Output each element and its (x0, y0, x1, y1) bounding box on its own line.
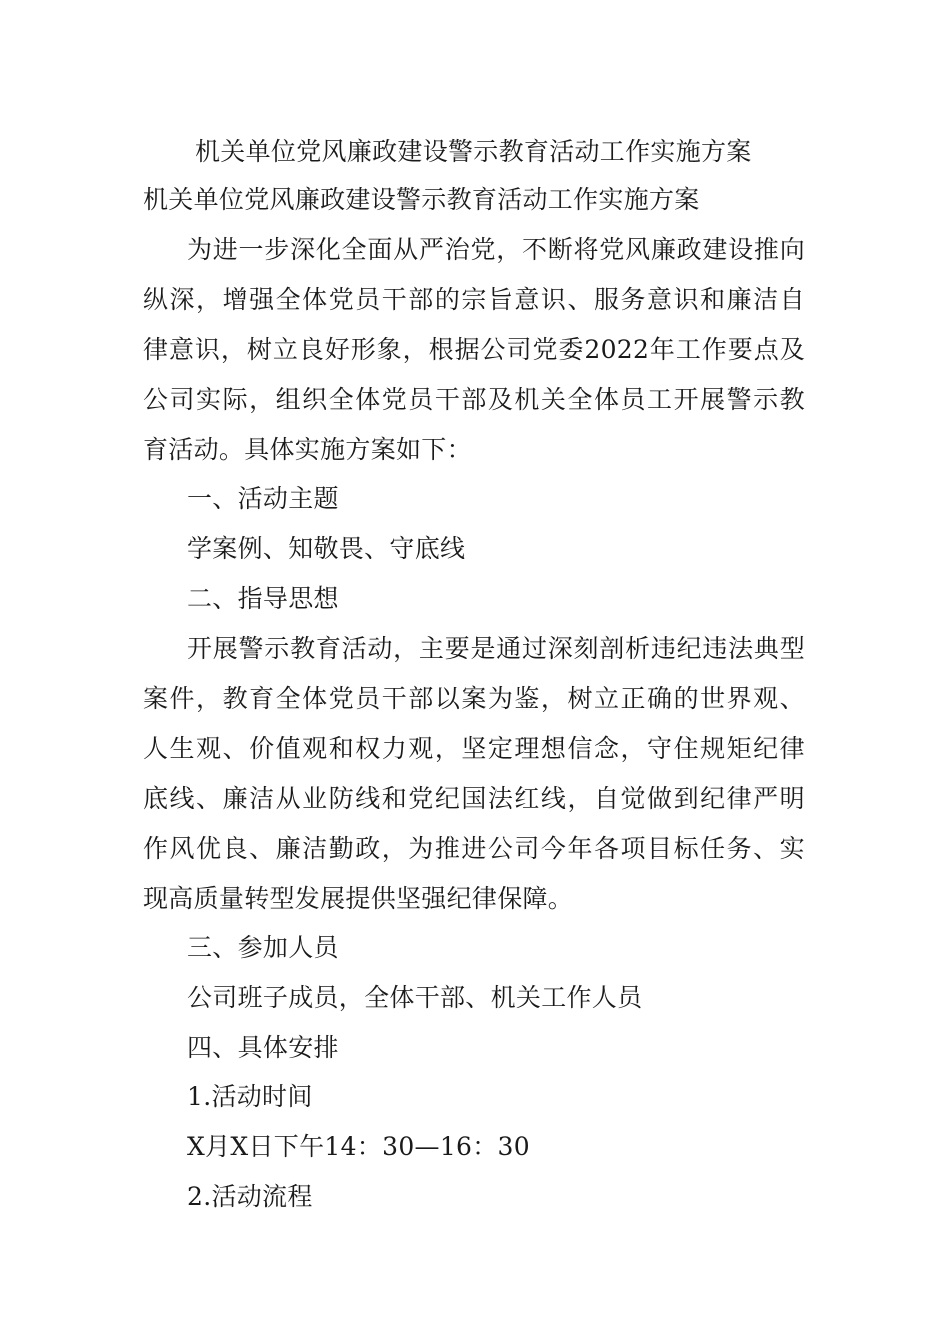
section-3-heading: 三、参加人员 (187, 933, 339, 962)
item-2-heading: 2.活动流程 (187, 1182, 313, 1211)
item-1-heading: 1.活动时间 (187, 1082, 313, 1111)
section-2-line-1: 开展警示教育活动，主要是通过深刻剖析违纪违法典型 (187, 634, 805, 663)
document-title: 机关单位党风廉政建设警示教育活动工作实施方案 (195, 137, 752, 166)
intro-line-4: 公司实际，组织全体党员干部及机关全体员工开展警示教 (143, 385, 805, 414)
section-2-heading: 二、指导思想 (187, 584, 339, 613)
intro-line-2: 纵深，增强全体党员干部的宗旨意识、服务意识和廉洁自 (143, 285, 805, 314)
intro-line-3: 律意识，树立良好形象，根据公司党委2022年工作要点及 (143, 335, 805, 364)
section-3-content: 公司班子成员，全体干部、机关工作人员 (187, 983, 643, 1012)
section-2-line-5: 作风优良、廉洁勤政，为推进公司今年各项目标任务、实 (143, 834, 805, 863)
intro-line-5: 育活动。具体实施方案如下： (143, 435, 472, 464)
document-subtitle: 机关单位党风廉政建设警示教育活动工作实施方案 (143, 185, 700, 214)
section-2-line-4: 底线、廉洁从业防线和党纪国法红线，自觉做到纪律严明 (143, 784, 805, 813)
item-1-content: X月X日下午14：30—16：30 (187, 1132, 530, 1161)
intro-line-1: 为进一步深化全面从严治党，不断将党风廉政建设推向 (187, 235, 805, 264)
section-1-content: 学案例、知敬畏、守底线 (187, 534, 466, 563)
section-4-heading: 四、具体安排 (187, 1033, 339, 1062)
section-2-line-6: 现高质量转型发展提供坚强纪律保障。 (143, 884, 574, 913)
section-2-line-2: 案件，教育全体党员干部以案为鉴，树立正确的世界观、 (143, 684, 805, 713)
section-1-heading: 一、活动主题 (187, 484, 339, 513)
section-2-line-3: 人生观、价值观和权力观，坚定理想信念，守住规矩纪律 (143, 734, 805, 763)
